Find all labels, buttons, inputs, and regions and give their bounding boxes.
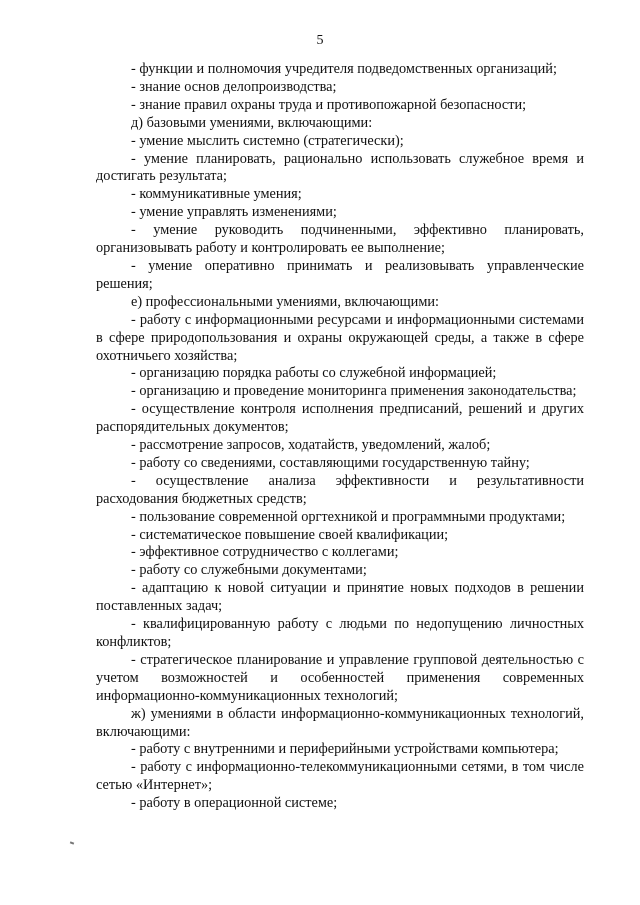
paragraph: - работу в операционной системе; [131, 795, 338, 812]
paragraph: - умение оперативно принимать и реализовывать управленческие решения; [96, 257, 584, 292]
page-number: 5 [316, 33, 324, 48]
paragraph: - знание правил охраны труда и противопожарной безопасности; [131, 96, 527, 113]
document-body [96, 61, 584, 813]
paragraph: - работу с информационно-телекоммуникационными сетями, в том числе сетью «Интернет»; [96, 759, 584, 794]
paragraph: - осуществление анализа эффективности и результативности расходования бюджетных средств; [96, 472, 584, 507]
paragraph: ж) умениями в области информационно-коммуникационных технологий, включающими: [96, 705, 584, 740]
paragraph: - коммуникативные умения; [131, 186, 302, 203]
paragraph: - систематическое повышение своей квалификации; [131, 526, 449, 543]
paragraph: - эффективное сотрудничество с коллегами; [131, 544, 399, 561]
paragraph: - рассмотрение запросов, ходатайств, уведомлений, жалоб; [131, 437, 491, 454]
paragraph: - умение мыслить системно (стратегически); [131, 132, 404, 149]
paragraph: - осуществление контроля исполнения предписаний, решений и других распорядительных документов; [96, 401, 584, 436]
paragraph: - умение руководить подчиненными, эффективно планировать, организовывать работу и контролировать ее выполнение; [96, 222, 584, 257]
paragraph: - умение планировать, рационально использовать служебное время и достигать результата; [96, 150, 584, 185]
scan-mark [70, 841, 74, 844]
paragraph: - работу со служебными документами; [131, 562, 367, 579]
paragraph: - функции и полномочия учредителя подведомственных организаций; [131, 61, 557, 77]
paragraph: - работу со сведениями, составляющими государственную тайну; [131, 454, 530, 471]
paragraph: - квалифицированную работу с людьми по недопущению личностных конфликтов; [96, 616, 584, 650]
paragraph: - стратегическое планирование и управление групповой деятельностью с учетом возможностей и особенностей применения современных информационно-коммуникационных технологий; [96, 651, 584, 704]
paragraph: - организацию порядка работы со служебной информацией; [131, 365, 497, 382]
paragraph: - пользование современной оргтехникой и программными продуктами; [131, 508, 566, 525]
paragraph: - умение управлять изменениями; [131, 204, 337, 221]
paragraph: е) профессиональными умениями, включающими: [131, 293, 439, 310]
paragraph: - работу с информационными ресурсами и информационными системами в сфере природопользования и охраны окружающей среды, а также в сфере охотничьего хозяйства; [96, 311, 584, 364]
paragraph: д) базовыми умениями, включающими: [131, 114, 373, 131]
paragraph: - организацию и проведение мониторинга применения законодательства; [131, 383, 577, 400]
paragraph: - адаптацию к новой ситуации и принятие новых подходов в решении поставленных задач; [96, 580, 584, 615]
paragraph: - работу с внутренними и периферийными устройствами компьютера; [131, 741, 559, 758]
paragraph: - знание основ делопроизводства; [131, 78, 337, 95]
